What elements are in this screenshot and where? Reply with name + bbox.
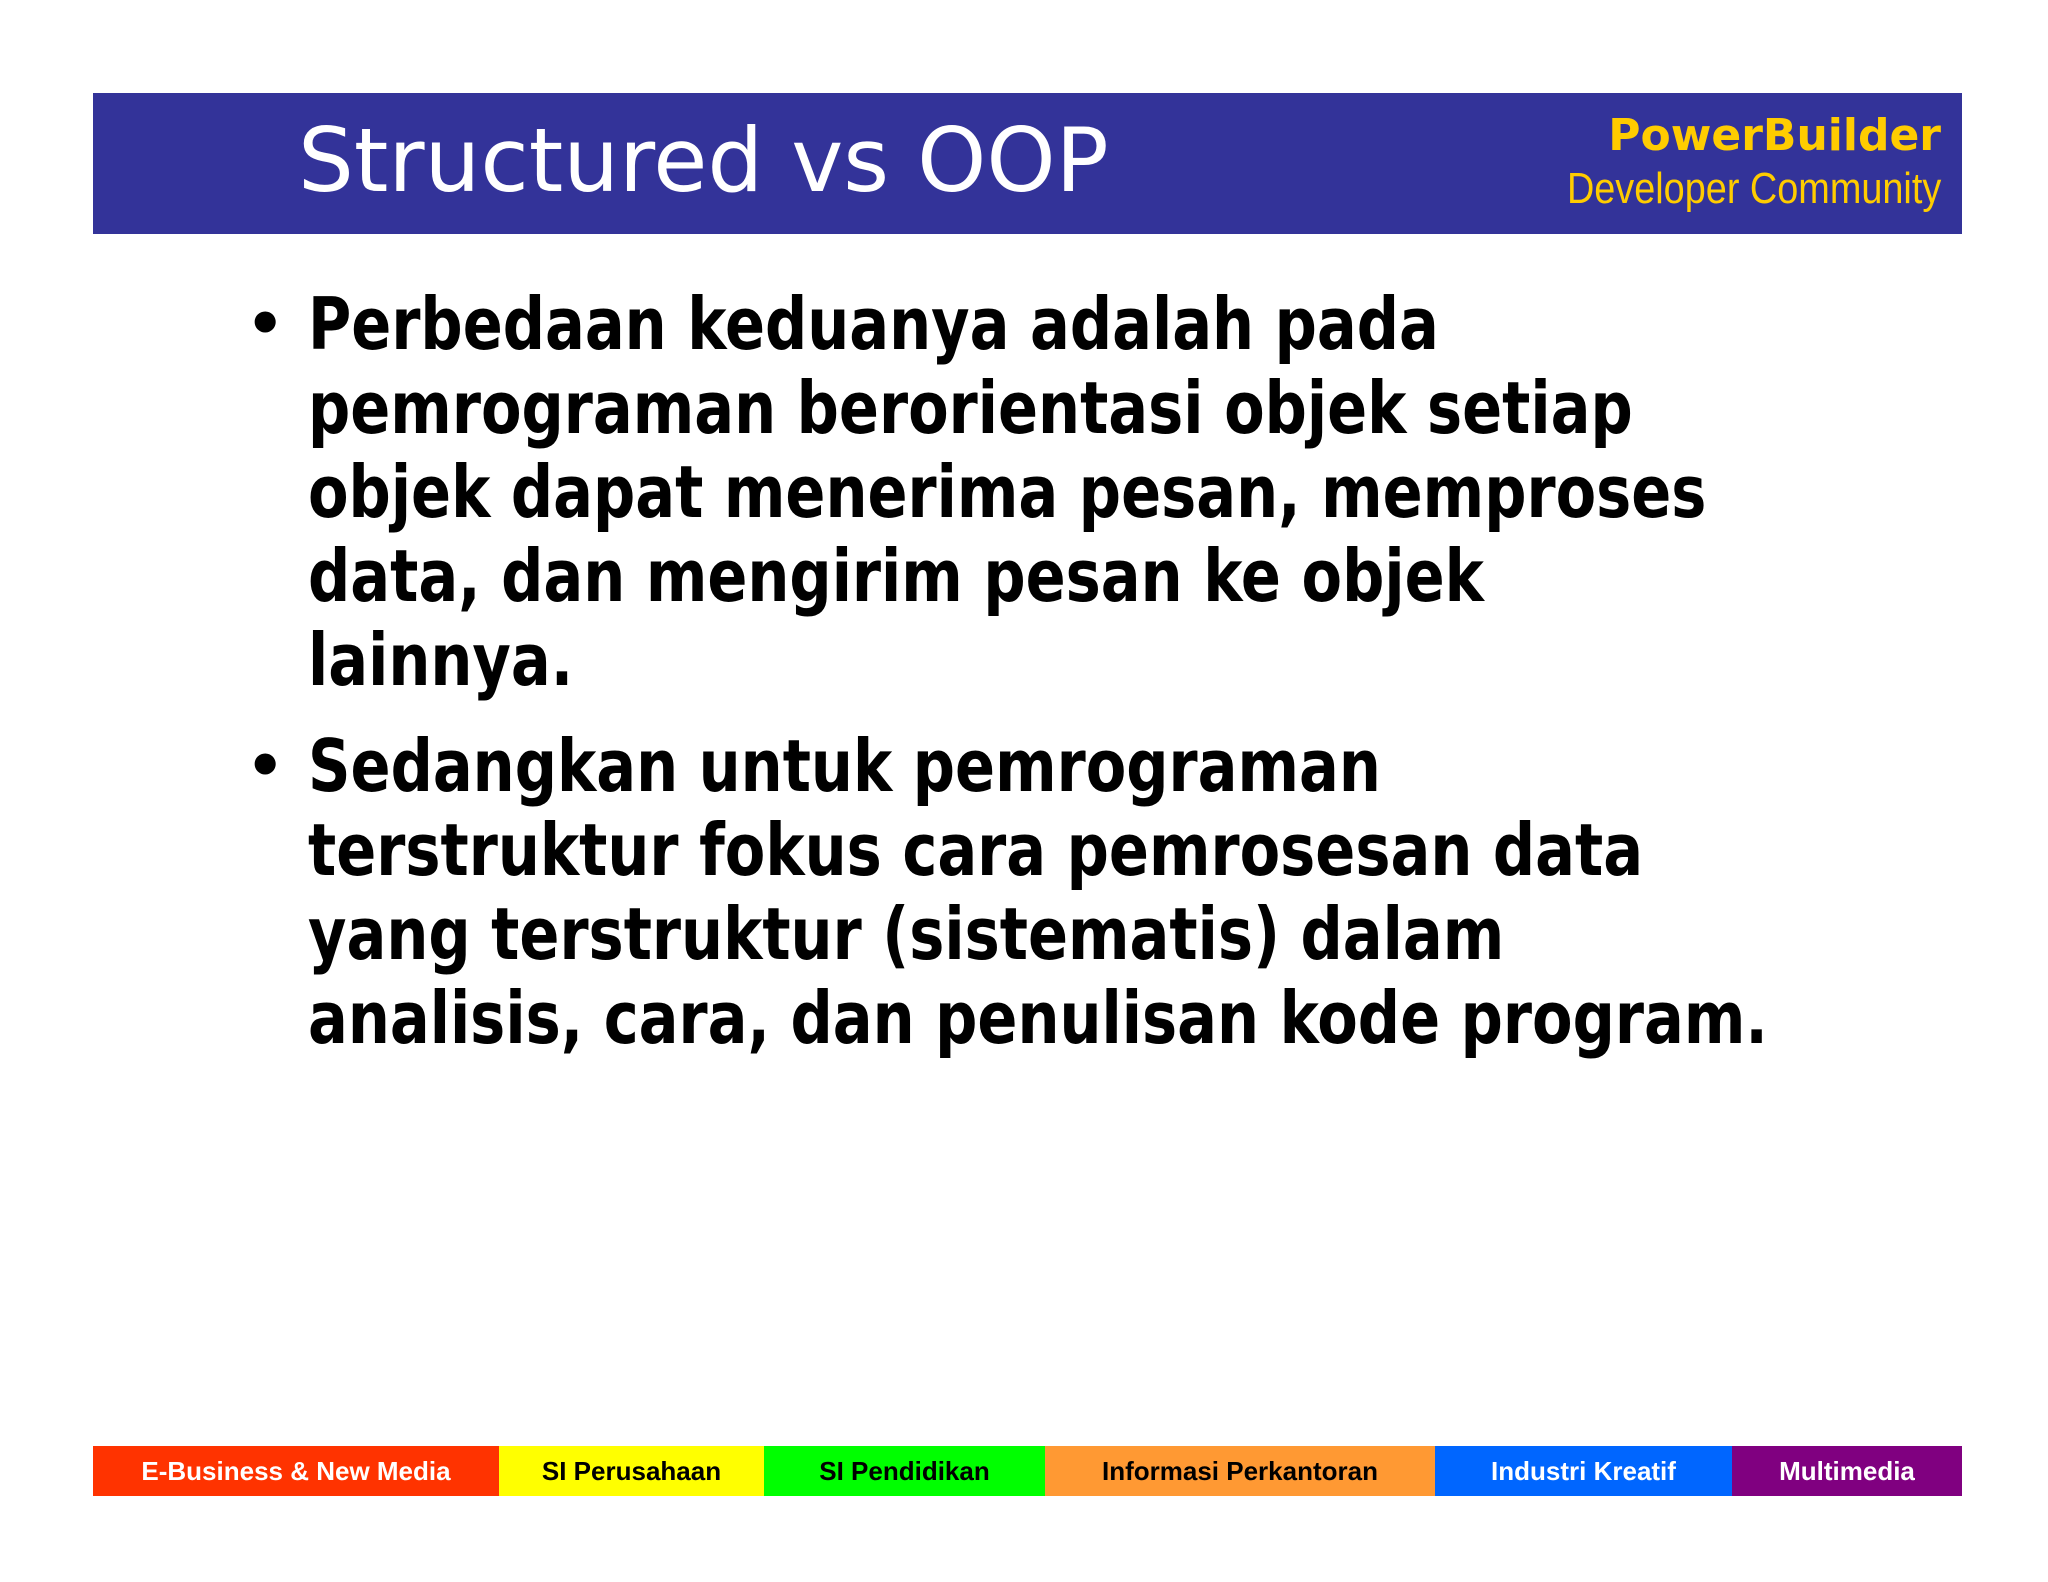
footer-category-bar [93,1446,1962,1496]
bullet-line: analisis, cara, dan penulisan kode program. [308,976,1768,1060]
bullet-line: pemrograman berorientasi objek setiap [308,366,1633,450]
bullet-text [308,724,1768,1060]
bullet-line: data, dan mengirim pesan ke objek [308,534,1484,618]
header-bar [93,93,1962,234]
bullet-line: yang terstruktur (sistematis) dalam [308,892,1505,976]
bullet-line: Perbedaan keduanya adalah pada [308,282,1439,366]
bullet-line: lainnya. [308,618,574,702]
footer-segment-multimedia: Multimedia [1732,1446,1962,1496]
brand-subtitle: Developer Community [1566,164,1941,213]
slide-title: Structured vs OOP [298,109,1109,212]
bullet-dot-icon: • [246,289,285,359]
bullet-line: Sedangkan untuk pemrograman [308,724,1381,808]
footer-segment-informasi-perkantoran: Informasi Perkantoran [1045,1446,1435,1496]
brand-name: PowerBuilder [1608,110,1941,161]
bullet-dot-icon: • [246,731,285,801]
bullet-line: terstruktur fokus cara pemrosesan data [308,808,1644,892]
footer-segment-ebusiness: E-Business & New Media [93,1446,499,1496]
slide-content [240,282,1860,1082]
bullet-item [240,282,1860,702]
footer-segment-si-pendidikan: SI Pendidikan [764,1446,1045,1496]
bullet-text [308,282,1727,702]
bullet-item [240,724,1860,1060]
bullet-line: objek dapat menerima pesan, memproses [308,450,1707,534]
footer-segment-industri-kreatif: Industri Kreatif [1435,1446,1732,1496]
footer-segment-si-perusahaan: SI Perusahaan [499,1446,764,1496]
brand-logo [1506,111,1941,217]
